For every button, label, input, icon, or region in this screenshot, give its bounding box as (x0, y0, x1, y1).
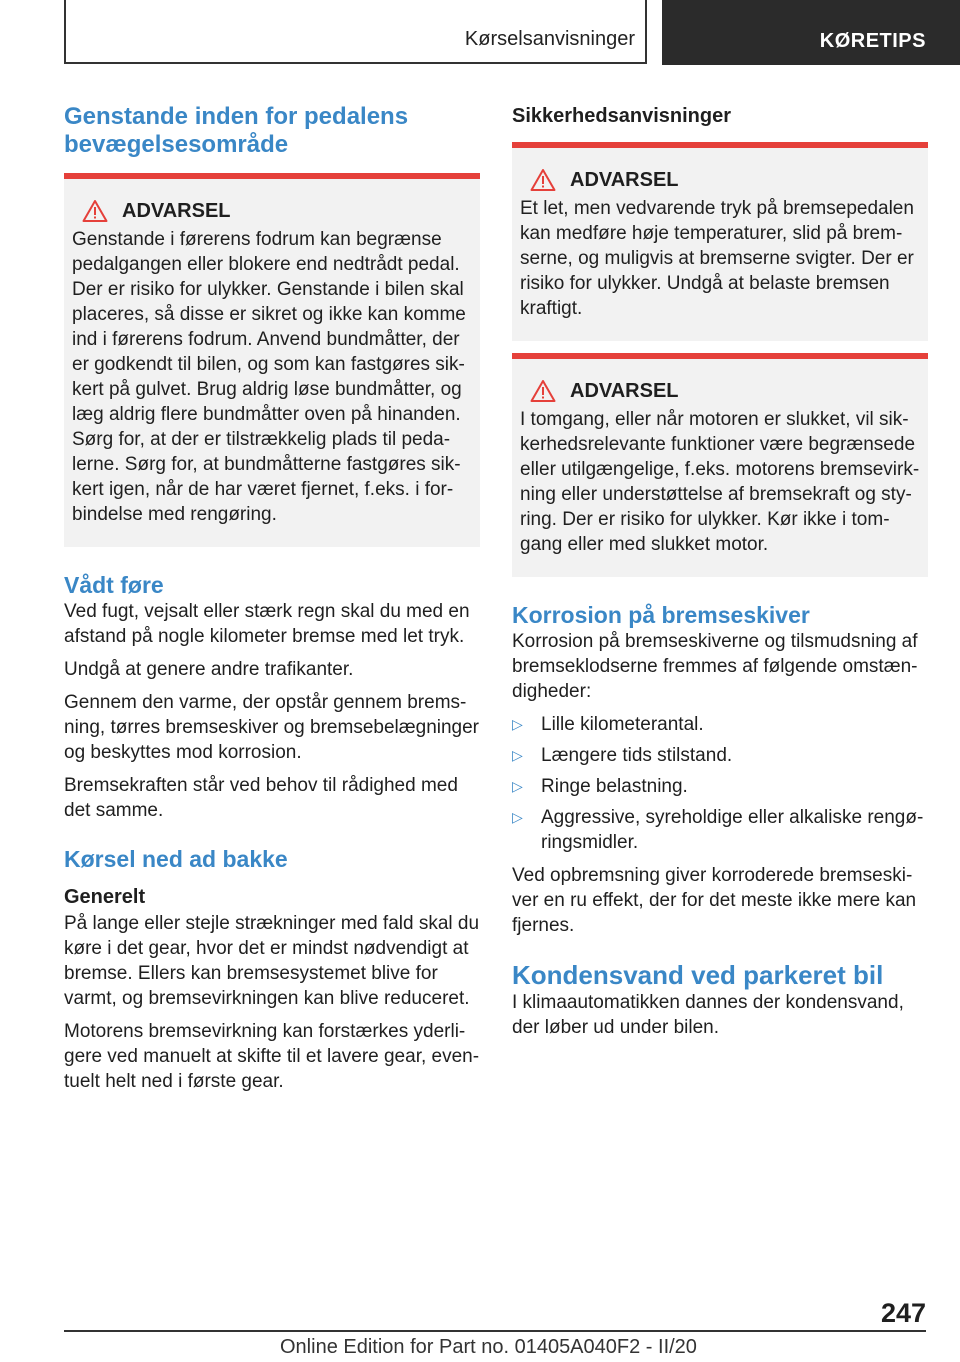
warning-text: Genstande i førerens fodrum kan begrænse pedalgangen eller blokere end nedtrådt pedal. Der er risiko for ulykker. Genstande i bilen skal placeres, så disse er sikret og ikke kan komme ind i førerens fodrum. Anvend bundmåtter, der er godkendt til bilen, og som kan fastgøres sikkert på gulvet. Brug aldrig løse bundmåtter, og læg aldrig flere bundmåtter oven på hinanden. Sørg for, at der er tilstrækkelig plads til pedalerne. Sørg for, at bundmåtterne fastgøres sikkert igen, når de har været fjernet, f.eks. i forbindelse med rengøring. (72, 229, 466, 525)
heading-downhill: Kørsel ned ad bakke (64, 846, 288, 872)
warning-header (520, 379, 920, 403)
list-item (512, 712, 928, 737)
paragraph: Motorens bremsevirkning kan forstærkes yderligere ved manuelt at skifte til et lavere gear, eventuelt helt ned i første gear. (64, 1021, 480, 1092)
heading-safety-notes: Sikkerhedsanvisninger (512, 105, 731, 127)
chapter-tab: KØRETIPS (662, 0, 960, 65)
warning-header (72, 199, 472, 223)
warning-text: I tomgang, eller når motoren er slukket, vil sikkerhedsrelevante funktioner være begrænsede eller utilgængelige, f.eks. motorens bremsevirkning eller understøttelse af bremsekraft og styring. Der er risiko for ulykker. Kør ikke i tomgang eller med slukket motor. (520, 409, 920, 555)
paragraph: Ved opbremsning giver korroderede bremseskiver en ru effekt, der for det meste ikke mere kan fjernes. (512, 865, 917, 936)
list-item (512, 774, 928, 799)
right-column (512, 100, 928, 1048)
list-item-text: Lille kilometerantal. (541, 714, 704, 735)
warning-triangle-icon (82, 199, 108, 223)
warning-box-idling (512, 353, 928, 577)
triangle-bullet-icon: ▷ (512, 716, 523, 732)
warning-title: ADVARSEL (122, 199, 231, 222)
triangle-bullet-icon: ▷ (512, 809, 523, 825)
warning-box-brake-pressure (512, 142, 928, 341)
triangle-bullet-icon: ▷ (512, 778, 523, 794)
warning-header (520, 168, 920, 192)
paragraph: På lange eller stejle strækninger med fald skal du køre i det gear, hvor det er mindst nødvendigt at bremse. Ellers kan bremsesystemet blive for varmt, og bremsevirkningen kan blive reduceret. (64, 913, 480, 1009)
subheading-general: Generelt (64, 886, 146, 908)
warning-box-pedal (64, 173, 480, 547)
heading-pedal-objects: Genstande inden for pedalens bevægelsesområde (64, 103, 409, 158)
paragraph: Korrosion på bremseskiverne og tilsmudsning af bremseklodserne fremmes af følgende omstændigheder: (512, 631, 918, 702)
list-item (512, 805, 928, 855)
warning-text: Et let, men vedvarende tryk på bremsepedalen kan medføre høje temperaturer, slid på bremserne, og muligvis at bremserne svigter. Der er risiko for ulykker. Undgå at belaste bremsen kraftigt. (520, 198, 914, 319)
warning-triangle-icon (530, 168, 556, 192)
triangle-bullet-icon: ▷ (512, 747, 523, 763)
paragraph: Gennem den varme, der opstår gennem bremsning, tørres bremseskiver og bremsebelægninger og beskyttes mod korrosion. (64, 692, 480, 763)
list-item-text: Længere tids stilstand. (541, 745, 733, 766)
corrosion-causes-list (512, 712, 928, 855)
footer-divider (64, 1330, 926, 1332)
paragraph: I klimaautomatikken dannes der kondensvand, der løber ud under bilen. (512, 992, 904, 1038)
footer-edition: Online Edition for Part no. 01405A040F2 - II/20 (280, 1336, 697, 1358)
list-item-text: Ringe belastning. (541, 776, 688, 797)
heading-condensation: Kondensvand ved parkeret bil (512, 960, 884, 990)
page-number: 247 (880, 1298, 926, 1328)
list-item (512, 743, 928, 768)
paragraph: Undgå at genere andre trafikanter. (64, 659, 354, 680)
paragraph: Bremsekraften står ved behov til rådighed med det samme. (64, 775, 458, 821)
heading-brake-corrosion: Korrosion på bremseskiver (512, 602, 810, 628)
list-item-text: Aggressive, syreholdige eller alkaliske rengøringsmidler. (541, 807, 924, 853)
heading-wet-roads: Vådt føre (64, 572, 164, 598)
paragraph: Ved fugt, vejsalt eller stærk regn skal du med en afstand på nogle kilometer bremse med let tryk. (64, 601, 470, 647)
header-section-title: Kørselsanvisninger (464, 28, 635, 50)
warning-triangle-icon (530, 379, 556, 403)
warning-title: ADVARSEL (570, 168, 679, 191)
left-column (64, 100, 480, 1102)
warning-title: ADVARSEL (570, 379, 679, 402)
